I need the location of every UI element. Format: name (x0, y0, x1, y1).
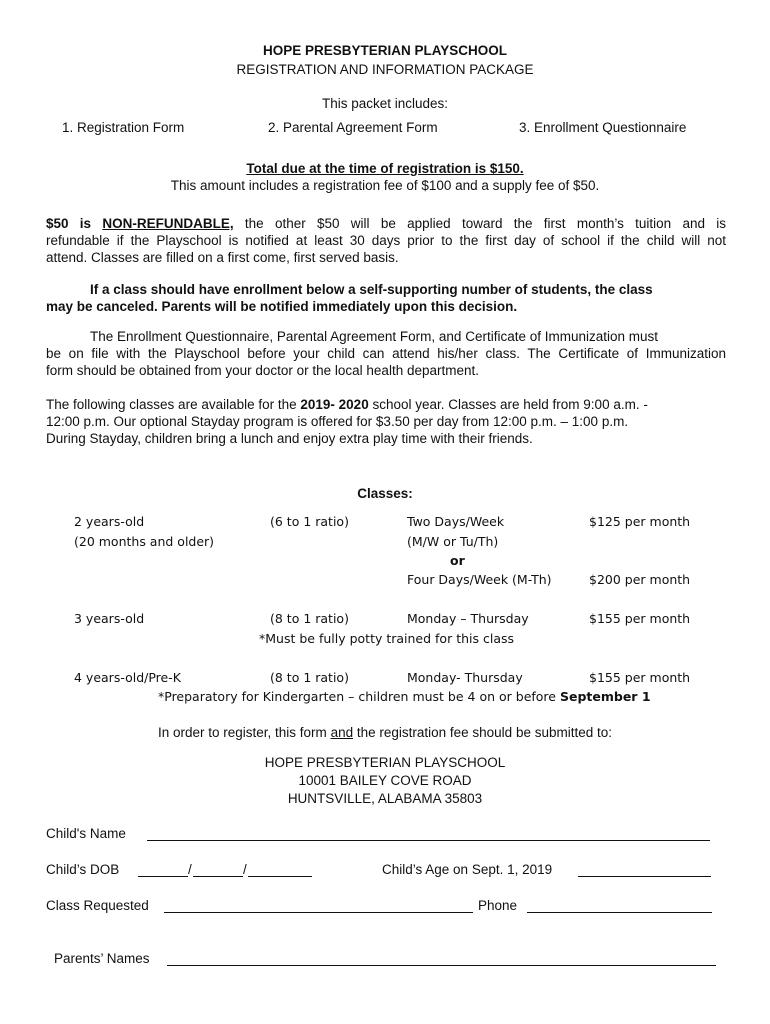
dob-slash-1: / (188, 862, 192, 877)
class-4yr-ratio: (8 to 1 ratio) (270, 670, 349, 685)
address-line-1: HOPE PRESBYTERIAN PLAYSCHOOL (264, 755, 506, 770)
parents-names-label: Parents’ Names (54, 951, 150, 966)
class-4yr-note (158, 689, 651, 704)
fee-breakdown: This amount includes a registration fee of $100 and a supply fee of $50. (170, 178, 600, 193)
class-2yr-opt2-price: $200 per month (589, 572, 691, 587)
class-2yr-opt1-days: Two Days/Week (407, 514, 505, 529)
class-2yr-opt2-days: Four Days/Week (M-Th) (407, 572, 552, 587)
class-3yr-ratio: (8 to 1 ratio) (270, 611, 349, 626)
forms-line-3: form should be obtained from your doctor or the local health department. (46, 363, 479, 378)
class-4yr-price: $155 per month (589, 670, 691, 685)
class-4yr-age: 4 years-old/Pre-K (74, 670, 181, 685)
address-line-3: HUNTSVILLE, ALABAMA 35803 (287, 791, 483, 806)
class-4yr-note-date: September 1 (559, 689, 651, 704)
classes-intro-paragraph (46, 396, 726, 447)
class-4yr-days: Monday- Thursday (407, 670, 523, 685)
child-name-label: Child's Name (46, 826, 126, 841)
refund-text-2: refundable if the Playschool is notified at least 30 days prior to the first day of school if the child will not (46, 233, 726, 248)
packet-includes-label: This packet includes: (321, 96, 449, 111)
class-4yr-note-text: *Preparatory for Kindergarten – children must be 4 on or before (158, 689, 560, 704)
cancel-line-2: may be canceled. Parents will be notified immediately upon this decision. (46, 299, 518, 314)
parents-names-field[interactable] (167, 965, 716, 966)
class-3yr-price: $155 per month (589, 611, 691, 626)
child-age-field[interactable] (578, 876, 711, 877)
class-2yr-opt1-price: $125 per month (589, 514, 691, 529)
submit-line-b: the registration fee should be submitted to: (353, 725, 612, 740)
non-refundable-label: NON-REFUNDABLE, (102, 216, 234, 231)
classes-heading: Classes: (357, 486, 413, 501)
dob-day-field[interactable] (193, 876, 243, 877)
dob-slash-2: / (243, 862, 247, 877)
submit-line-and: and (330, 725, 354, 740)
refund-paragraph (46, 215, 726, 266)
class-3yr-age: 3 years-old (74, 611, 145, 626)
class-2yr-opt1-days-note: (M/W or Tu/Th) (407, 534, 499, 549)
document-title: HOPE PRESBYTERIAN PLAYSCHOOL (262, 43, 508, 58)
packet-item-3: 3. Enrollment Questionnaire (519, 120, 687, 135)
classes-intro-a: The following classes are available for the (46, 397, 301, 412)
cancel-line-1: If a class should have enrollment below a self-supporting number of students, the class (90, 282, 653, 297)
submit-line-a: In order to register, this form (157, 725, 331, 740)
total-due: Total due at the time of registration is $150. (246, 161, 524, 176)
cancellation-notice (46, 281, 726, 315)
document-subtitle: REGISTRATION AND INFORMATION PACKAGE (236, 62, 534, 77)
forms-line-1: The Enrollment Questionnaire, Parental Agreement Form, and Certificate of Immunization must (90, 329, 659, 344)
address-line-2: 10001 BAILEY COVE ROAD (298, 773, 472, 788)
refund-lead: $50 is (46, 216, 103, 231)
child-name-field[interactable] (147, 840, 710, 841)
class-2yr-or: or (450, 553, 465, 568)
class-2yr-ratio: (6 to 1 ratio) (270, 514, 349, 529)
packet-item-2: 2. Parental Agreement Form (268, 120, 438, 135)
class-2yr-age: 2 years-old (74, 514, 145, 529)
packet-item-1: 1. Registration Form (62, 120, 185, 135)
class-3yr-days: Monday – Thursday (407, 611, 529, 626)
classes-intro-line-2: 12:00 p.m. Our optional Stayday program is offered for $3.50 per day from 12:00 p.m. – 1:00 p.m. (46, 414, 629, 429)
submit-instructions (0, 725, 770, 740)
refund-text-1: the other $50 will be applied toward the first month’s tuition and is (233, 216, 726, 231)
phone-field[interactable] (527, 912, 712, 913)
classes-intro-b: school year. Classes are held from 9:00 a.m. - (368, 397, 648, 412)
forms-paragraph (46, 328, 726, 379)
dob-year-field[interactable] (248, 876, 312, 877)
class-2yr-age-note: (20 months and older) (74, 534, 215, 549)
school-year: 2019- 2020 (300, 397, 369, 412)
refund-text-3: attend. Classes are filled on a first come, first served basis. (46, 250, 399, 265)
class-requested-label: Class Requested (46, 898, 149, 913)
child-dob-label: Child’s DOB (46, 862, 120, 877)
classes-intro-line-3: During Stayday, children bring a lunch and enjoy extra play time with their friends. (46, 431, 533, 446)
phone-label: Phone (478, 898, 518, 913)
class-requested-field[interactable] (164, 912, 473, 913)
forms-line-2: be on file with the Playschool before your child can attend his/her class. The Certificate of Immunization (46, 346, 726, 361)
class-3yr-note: *Must be fully potty trained for this class (259, 631, 515, 646)
dob-month-field[interactable] (138, 876, 188, 877)
child-age-label: Child’s Age on Sept. 1, 2019 (382, 862, 553, 877)
